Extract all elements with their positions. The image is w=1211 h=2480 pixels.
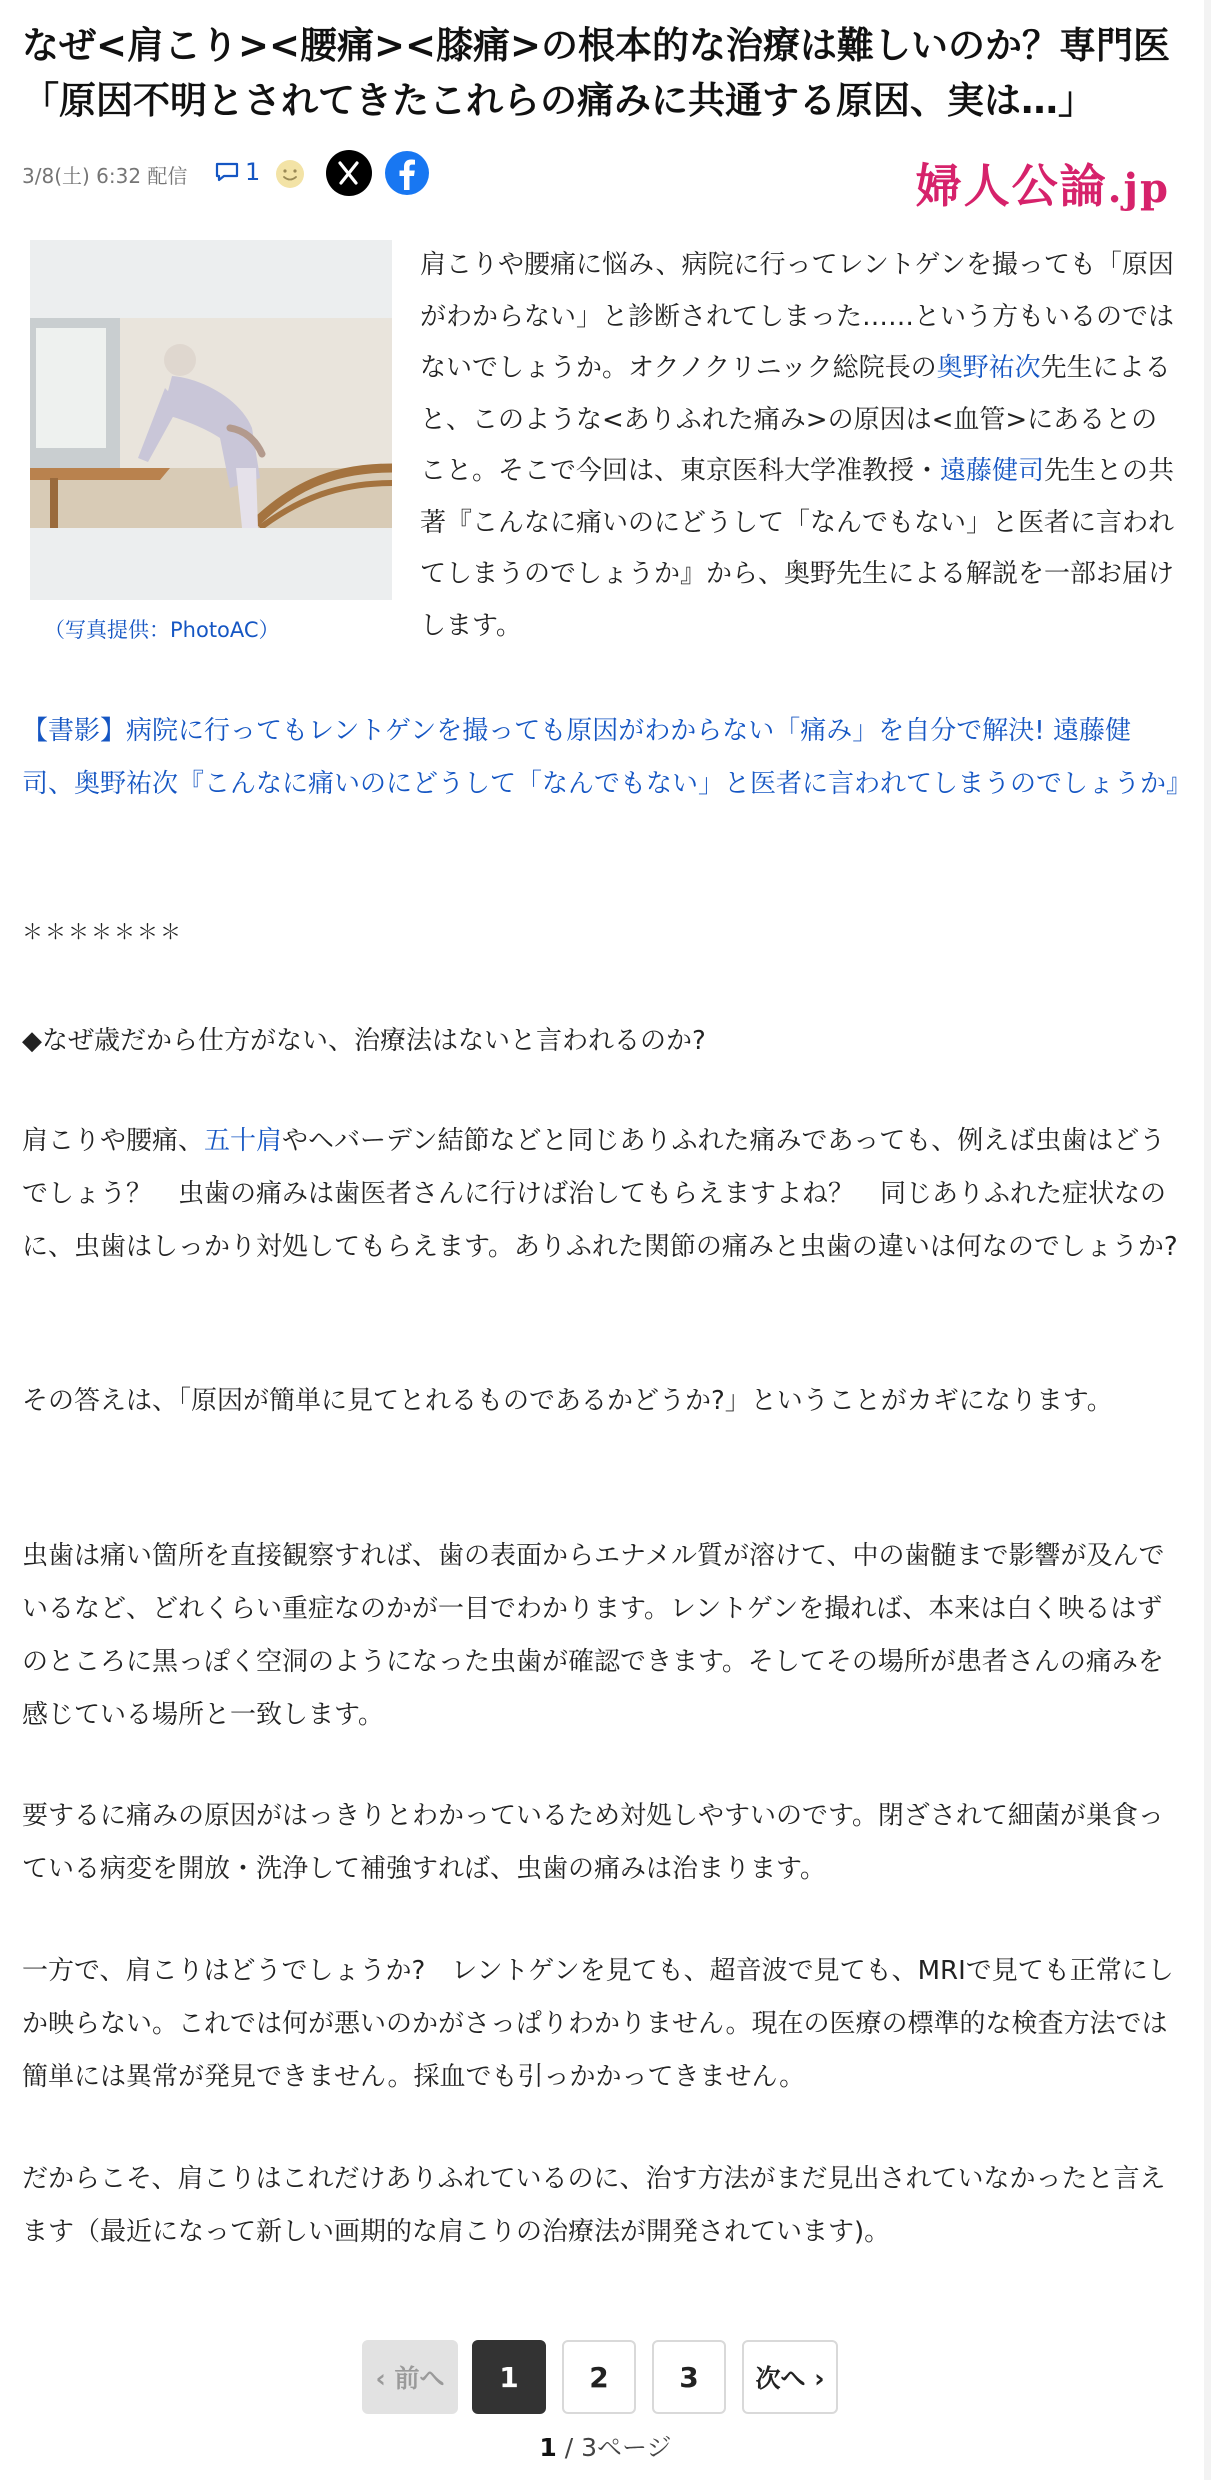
publisher-logo-suffix: .jp [1107,165,1170,212]
next-page-button[interactable]: 次へ › [742,2340,838,2414]
x-share-icon[interactable] [326,150,372,196]
page-indicator [0,2428,1211,2464]
body-paragraph-1 [22,1115,1182,1274]
body-paragraph-2: その答えは、「原因が簡単に見てとれるものであるかどうか?」ということがカギになります。 [22,1386,1113,1416]
lead-paragraph [420,240,1180,652]
body-text-1a: 肩こりや腰痛、 [22,1126,205,1156]
topic-link-gojukata[interactable]: 五十肩 [204,1126,283,1156]
page-button-2[interactable]: 2 [562,2340,636,2414]
article-photo[interactable] [30,240,392,600]
body-text-1b: やヘバーデン結節などと同じありふれた痛みであっても、例えば虫歯はどうでしょう？ 虫歯の痛みは歯医者さんに行けば治してもらえますよね？ 同じありふれた症状なのに、虫歯はしっかり対処してもらえます。ありふれた関節の痛みと虫歯の違いは何なのでしょうか? [22,1126,1178,1262]
publisher-logo[interactable] [916,150,1170,216]
smile-icon [274,158,306,190]
body-paragraph-5: 一方で、肩こりはどうでしょうか? レントゲンを見ても、超音波で見ても、MRIで見ても正常にしか映らない。これでは何が悪いのかがさっぱりわかりません。現在の医療の標準的な検査方法では簡単には異常が発見できません。採血でも引っかかってきません。 [22,1956,1174,2092]
publish-date: 3/8(土) 6:32 配信 [22,164,188,188]
separator: ＊＊＊＊＊＊＊ [22,920,183,944]
current-page-number: 1 [539,2433,557,2462]
page-button-3[interactable]: 3 [652,2340,726,2414]
pagination [362,2340,842,2418]
article-headline: なぜ<肩こり><腰痛><膝痛>の根本的な治療は難しいのか？専門医「原因不明とされてきたこれらの痛みに共通する原因、実は…」 [22,24,1171,122]
page-button-1[interactable]: 1 [472,2340,546,2414]
body-paragraph-3: 虫歯は痛い箇所を直接観察すれば、歯の表面からエナメル質が溶けて、中の歯髄まで影響が及んでいるなど、どれくらい重症なのかが一目でわかります。レントゲンを撮れば、本来は白く映るはずのところに黒っぽく空洞のようになった虫歯が確認できます。そしてその場所が患者さんの痛みを感じている場所と一致します。 [22,1541,1165,1730]
article-figure [30,240,392,644]
comment-icon [214,161,240,183]
photo-caption: （写真提供：PhotoAC） [44,618,280,642]
article-meta [22,150,1192,213]
lead-text-3: 先生との共著『こんなに痛いのにどうして「なんでもない」と医者に言われてしまうのでしょうか』から、奥野先生による解説を一部お届けします。 [420,456,1175,641]
author-link-okuno[interactable]: 奥野祐次 [936,353,1041,383]
book-link-paragraph [22,705,1193,811]
subheading: ◆なぜ歳だから仕方がない、治療法はないと言われるのか? [22,1026,706,1056]
comment-count: 1 [245,158,261,186]
prev-page-button[interactable]: ‹ 前へ [362,2340,458,2414]
total-pages-text: / 3ページ [556,2433,672,2462]
scrollbar[interactable] [1204,0,1211,2480]
author-link-endo[interactable]: 遠藤健司 [940,456,1045,486]
comment-link[interactable] [214,158,260,186]
lead-text-2: 先生によると、このような<ありふれた痛み>の原因は<血管>にあるとのこと。そこで今回は、東京医科大学准教授・ [420,353,1171,486]
publisher-logo-text: 婦人公論 [915,159,1108,213]
book-link[interactable]: 【書影】病院に行ってもレントゲンを撮っても原因がわからない「痛み」を自分で解決! 遠藤健司、奥野祐次『こんなに痛いのにどうして「なんでもない」と医者に言われてしまうのでしょうか』 [22,716,1193,799]
body-paragraph-6: だからこそ、肩こりはこれだけありふれているのに、治す方法がまだ見出されていなかったと言えます（最近になって新しい画期的な肩こりの治療法が開発されています)。 [22,2164,1166,2247]
photo-illustration [30,318,392,528]
body-paragraph-4: 要するに痛みの原因がはっきりとわかっているため対処しやすいのです。閉ざされて細菌が巣食っている病変を開放・洗浄して補強すれば、虫歯の痛みは治まります。 [22,1801,1164,1884]
lead-text-1: 肩こりや腰痛に悩み、病院に行ってレントゲンを撮っても「原因がわからない」と診断されてしまった……という方もいるのではないでしょうか。オクノクリニック総院長の [420,250,1175,383]
facebook-share-icon[interactable] [384,150,430,196]
